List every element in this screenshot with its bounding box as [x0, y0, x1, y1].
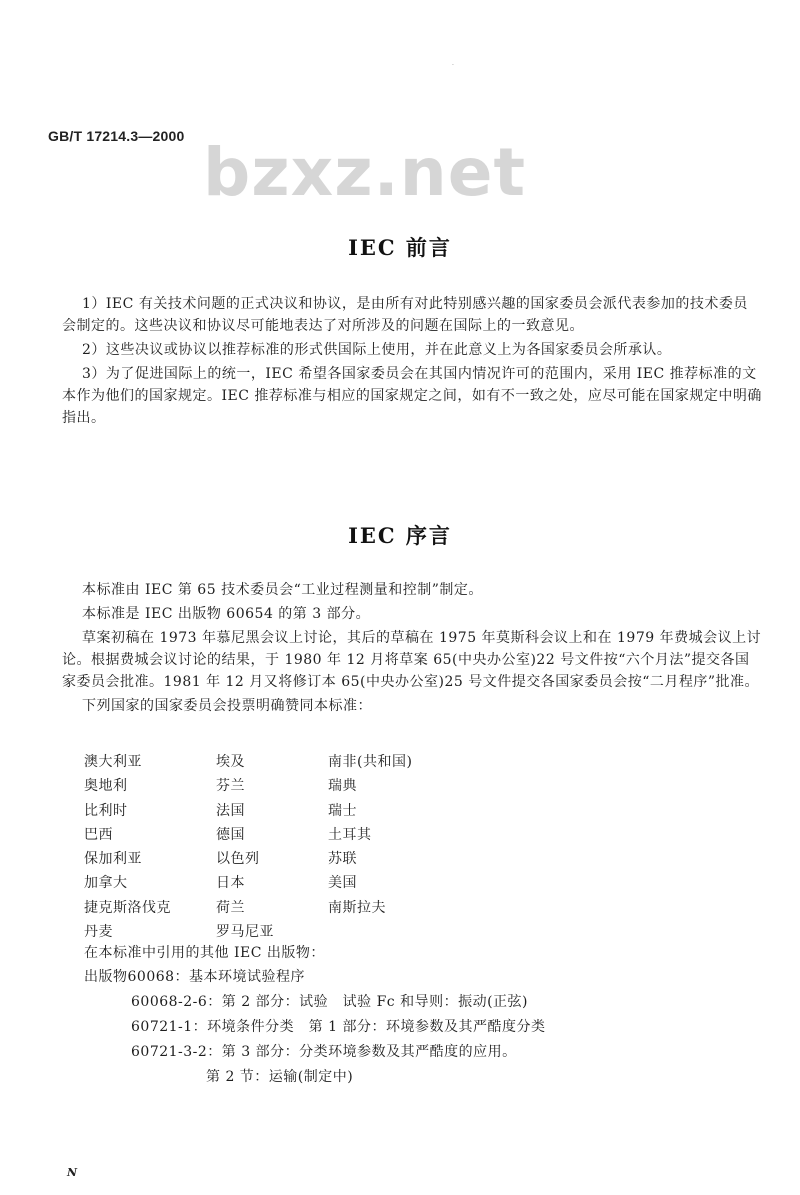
country-cell: 土耳其: [328, 826, 372, 843]
country-cell: 日本: [216, 875, 245, 892]
country-cell: 加拿大: [84, 875, 128, 892]
foreword-paragraph-2: 2）这些决议或协议以推荐标准的形式供国际上使用，并在此意义上为各国家委员会所承认。: [82, 342, 672, 358]
country-cell: 捷克斯洛伐克: [84, 899, 171, 916]
country-cell: 巴西: [84, 826, 113, 843]
country-cell: 芬兰: [216, 778, 245, 795]
country-cell: 荷兰: [216, 899, 245, 916]
country-cell: 瑞典: [328, 778, 357, 795]
country-cell: 比利时: [84, 802, 128, 819]
reference-item: 60068-2-6：第 2 部分：试验 试验 Fc 和导则：振动(正弦): [131, 994, 528, 1010]
introduction-paragraph-2: 本标准是 IEC 出版物 60654 的第 3 部分。: [82, 606, 371, 622]
country-cell: 保加利亚: [84, 851, 142, 868]
country-cell: 埃及: [216, 754, 245, 770]
country-cell: [328, 920, 468, 944]
foreword-paragraph-1: 1）IEC 有关技术问题的正式决议和协议，是由所有对此特别感兴趣的国家委员会派代表参加的技术委员会制定的。这些决议和协议尽可能地表达了对所涉及的问题在国际上的一致意见。: [62, 296, 748, 334]
page-number: N: [67, 1166, 78, 1179]
reference-item: 60721-3-2：第 3 部分：分类环境参数及其严酷度的应用。: [131, 1044, 517, 1060]
watermark: bzxz.net: [203, 134, 527, 211]
introduction-body: [62, 579, 762, 719]
country-cell: 苏联: [328, 851, 357, 868]
foreword-body: [62, 293, 762, 431]
country-cell: 美国: [328, 875, 357, 892]
foreword-title: IEC 前言: [348, 235, 452, 260]
introduction-paragraph-4: 下列国家的国家委员会投票明确赞同本标准：: [82, 698, 372, 714]
top-mark: .: [452, 60, 454, 67]
country-cell: 丹麦: [84, 924, 113, 941]
country-cell: 奥地利: [84, 778, 128, 795]
country-cell: 澳大利亚: [84, 754, 142, 770]
country-cell: 瑞士: [328, 802, 357, 819]
standard-code: GB/T 17214.3—2000: [48, 128, 185, 144]
country-list: [84, 750, 504, 944]
foreword-paragraph-3: 3）为了促进国际上的统一，IEC 希望各国家委员会在其国内情况许可的范围内，采用 IEC 推荐标准的文本作为他们的国家规定。IEC 推荐标准与相应的国家规定之间，如有不一致之处，应尽可能在国家规定中明确指出。: [62, 366, 762, 426]
country-cell: 南斯拉夫: [328, 899, 386, 916]
country-cell: 南非(共和国): [328, 754, 413, 770]
country-cell: 法国: [216, 802, 245, 819]
references-main: 出版物60068：基本环境试验程序: [84, 969, 306, 985]
country-cell: 以色列: [216, 851, 260, 868]
references-intro: 在本标准中引用的其他 IEC 出版物：: [84, 945, 325, 961]
introduction-paragraph-1: 本标准由 IEC 第 65 技术委员会“工业过程测量和控制”制定。: [82, 582, 483, 598]
reference-item: 60721-1：环境条件分类 第 1 部分：环境参数及其严酷度分类: [131, 1019, 546, 1035]
reference-item: 第 2 节：运输(制定中): [206, 1069, 354, 1085]
introduction-title: IEC 序言: [348, 523, 452, 548]
introduction-paragraph-3: 草案初稿在 1973 年慕尼黑会议上讨论，其后的草稿在 1975 年莫斯科会议上和在 1979 年费城会议上讨论。根据费城会议讨论的结果，于 1980 年 12 月将草案 65(中央办公室)22 号文件按“六个月法”提交各国家委员会批准。1981 年 12 月又将修订本 65(中央办公室)25 号文件提交各国家委员会按“二月程序”批准。: [62, 630, 762, 690]
country-cell: 德国: [216, 826, 245, 843]
country-cell: 罗马尼亚: [216, 924, 274, 941]
